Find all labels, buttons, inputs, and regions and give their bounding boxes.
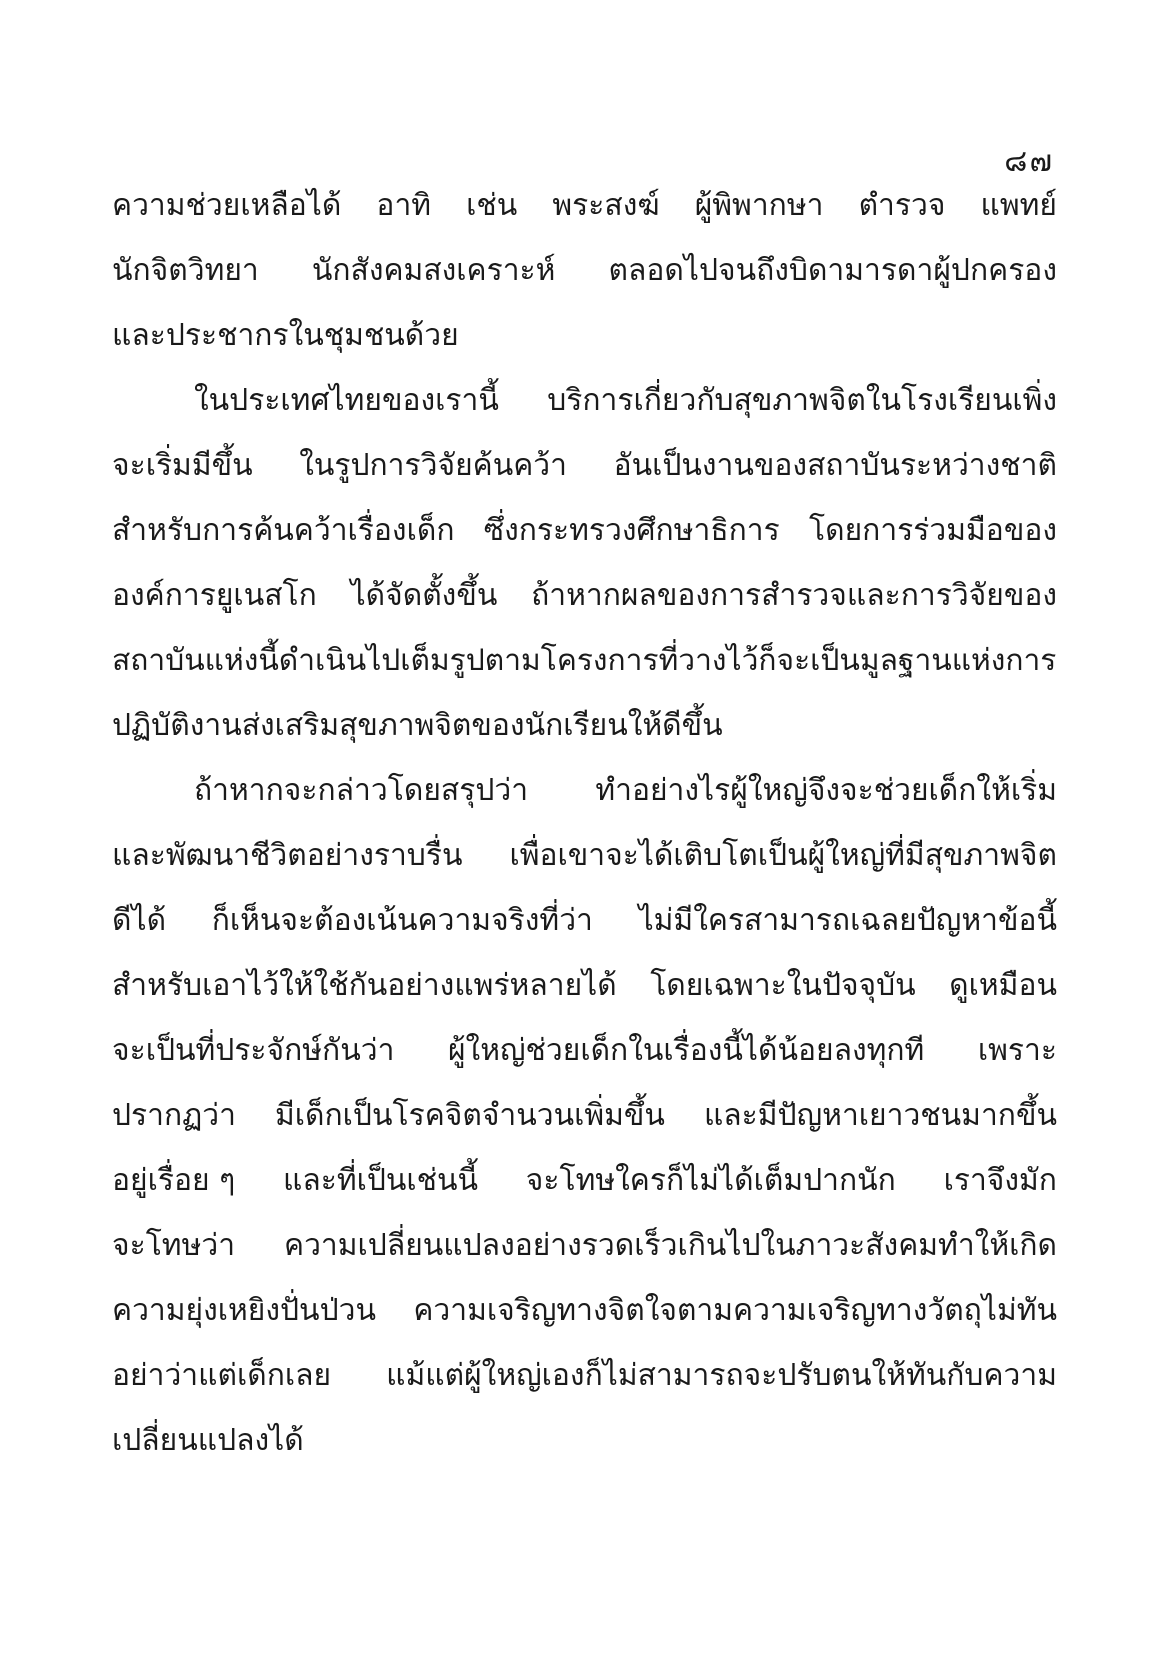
text-line — [112, 832, 1057, 897]
text-segment: เพราะ — [977, 1033, 1057, 1068]
text-segment: ทำอย่างไรผู้ใหญ่จึงจะช่วยเด็กให้เริ่ม — [595, 773, 1057, 808]
text-segment: บริการเกี่ยวกับสุขภาพจิตในโรงเรียนเพิ่ง — [547, 383, 1057, 418]
text-segment: พระสงฆ์ — [552, 188, 660, 223]
text-segment: ดีได้ — [112, 903, 167, 938]
text-segment: เราจึงมัก — [943, 1163, 1057, 1198]
text-segment: อันเป็นงานของสถาบันระหว่างชาติ — [613, 448, 1057, 483]
text-line — [112, 1287, 1057, 1352]
text-line — [112, 572, 1057, 637]
text-segment: ผู้ใหญ่ช่วยเด็กในเรื่องนี้ได้น้อยลงทุกที — [447, 1033, 925, 1068]
text-segment: สถาบันแห่งนี้ดำเนินไปเต็มรูปตามโครงการที่วางไว้ก็จะเป็นมูลฐานแห่งการ — [112, 643, 1057, 678]
text-segment: โดยเฉพาะในปัจจุบัน — [650, 968, 916, 1003]
text-segment: สำหรับการค้นคว้าเรื่องเด็ก — [112, 513, 455, 548]
text-segment: ถ้าหากจะกล่าวโดยสรุปว่า — [194, 773, 529, 808]
text-segment: และที่เป็นเช่นนี้ — [282, 1163, 479, 1198]
text-segment: ถ้าหากผลของการสำรวจและการวิจัยของ — [531, 578, 1057, 613]
text-segment: และพัฒนาชีวิตอย่างราบรื่น — [112, 838, 463, 873]
text-segment: และมีปัญหาเยาวชนมากขึ้น — [703, 1098, 1057, 1133]
text-segment: ผู้พิพากษา — [694, 188, 824, 223]
text-line — [112, 442, 1057, 507]
text-segment: ความเจริญทางจิตใจตามความเจริญทางวัตถุไม่ทัน — [413, 1293, 1057, 1328]
text-segment: อาทิ — [376, 188, 432, 223]
text-line — [112, 507, 1057, 572]
text-segment: สำหรับเอาไว้ให้ใช้กันอย่างแพร่หลายได้ — [112, 968, 617, 1003]
text-segment: นักจิตวิทยา — [112, 253, 259, 288]
page-number: ๘๗ — [1004, 144, 1054, 179]
text-segment: จะโทษว่า — [112, 1228, 236, 1263]
text-line — [112, 1092, 1057, 1157]
text-line — [112, 182, 1057, 247]
text-line — [112, 377, 1057, 442]
text-segment: ได้จัดตั้งขึ้น — [350, 578, 498, 613]
text-line — [112, 702, 1057, 767]
text-segment: อย่าว่าแต่เด็กเลย — [112, 1358, 332, 1393]
text-segment: นักสังคมสงเคราะห์ — [311, 253, 556, 288]
text-line — [112, 1157, 1057, 1222]
text-segment: ปรากฏว่า — [112, 1098, 236, 1133]
text-segment: แพทย์ — [980, 188, 1057, 223]
text-line — [112, 1222, 1057, 1287]
text-segment: อยู่เรื่อย ๆ — [112, 1163, 236, 1198]
text-segment: ก็เห็นจะต้องเน้นความจริงที่ว่า — [211, 903, 593, 938]
text-segment: ไม่มีใครสามารถเฉลยปัญหาข้อนี้ — [638, 903, 1057, 938]
text-segment: โดยการร่วมมือของ — [809, 513, 1057, 548]
text-segment: ในประเทศไทยของเรานี้ — [194, 383, 499, 418]
text-segment: ตลอดไปจนถึงบิดามารดาผู้ปกครอง — [608, 253, 1057, 288]
text-segment: ความเปลี่ยนแปลงอย่างรวดเร็วเกินไปในภาวะสังคมทำให้เกิด — [284, 1228, 1057, 1263]
text-segment: ในรูปการวิจัยค้นคว้า — [299, 448, 567, 483]
text-segment: ดูเหมือน — [949, 968, 1057, 1003]
text-segment: และประชากรในชุมชนด้วย — [112, 318, 459, 353]
text-segment: มีเด็กเป็นโรคจิตจำนวนเพิ่มขึ้น — [275, 1098, 665, 1133]
text-line — [112, 637, 1057, 702]
text-line — [112, 1417, 1057, 1482]
text-segment: เพื่อเขาจะได้เติบโตเป็นผู้ใหญ่ที่มีสุขภาพจิต — [509, 838, 1057, 873]
text-segment: จะโทษใครก็ไม่ได้เต็มปากนัก — [525, 1163, 896, 1198]
body-text — [112, 182, 1057, 1482]
text-segment: ตำรวจ — [858, 188, 946, 223]
text-segment: แม้แต่ผู้ใหญ่เองก็ไม่สามารถจะปรับตนให้ทันกับความ — [386, 1358, 1057, 1393]
text-segment: จะเป็นที่ประจักษ์กันว่า — [112, 1033, 395, 1068]
text-segment: ความช่วยเหลือได้ — [112, 188, 342, 223]
text-segment: ซึ่งกระทรวงศึกษาธิการ — [483, 513, 780, 548]
text-segment: เช่น — [466, 188, 518, 223]
text-segment: ปฏิบัติงานส่งเสริมสุขภาพจิตของนักเรียนให้ดีขึ้น — [112, 708, 723, 743]
text-segment: ความยุ่งเหยิงปั่นป่วน — [112, 1293, 376, 1328]
text-segment: จะเริ่มมีขึ้น — [112, 448, 253, 483]
text-segment: องค์การยูเนสโก — [112, 578, 317, 613]
text-line — [112, 312, 1057, 377]
text-line — [112, 962, 1057, 1027]
text-segment: เปลี่ยนแปลงได้ — [112, 1423, 304, 1458]
text-line — [112, 897, 1057, 962]
text-line — [112, 1027, 1057, 1092]
text-line — [112, 767, 1057, 832]
text-line — [112, 1352, 1057, 1417]
text-line — [112, 247, 1057, 312]
